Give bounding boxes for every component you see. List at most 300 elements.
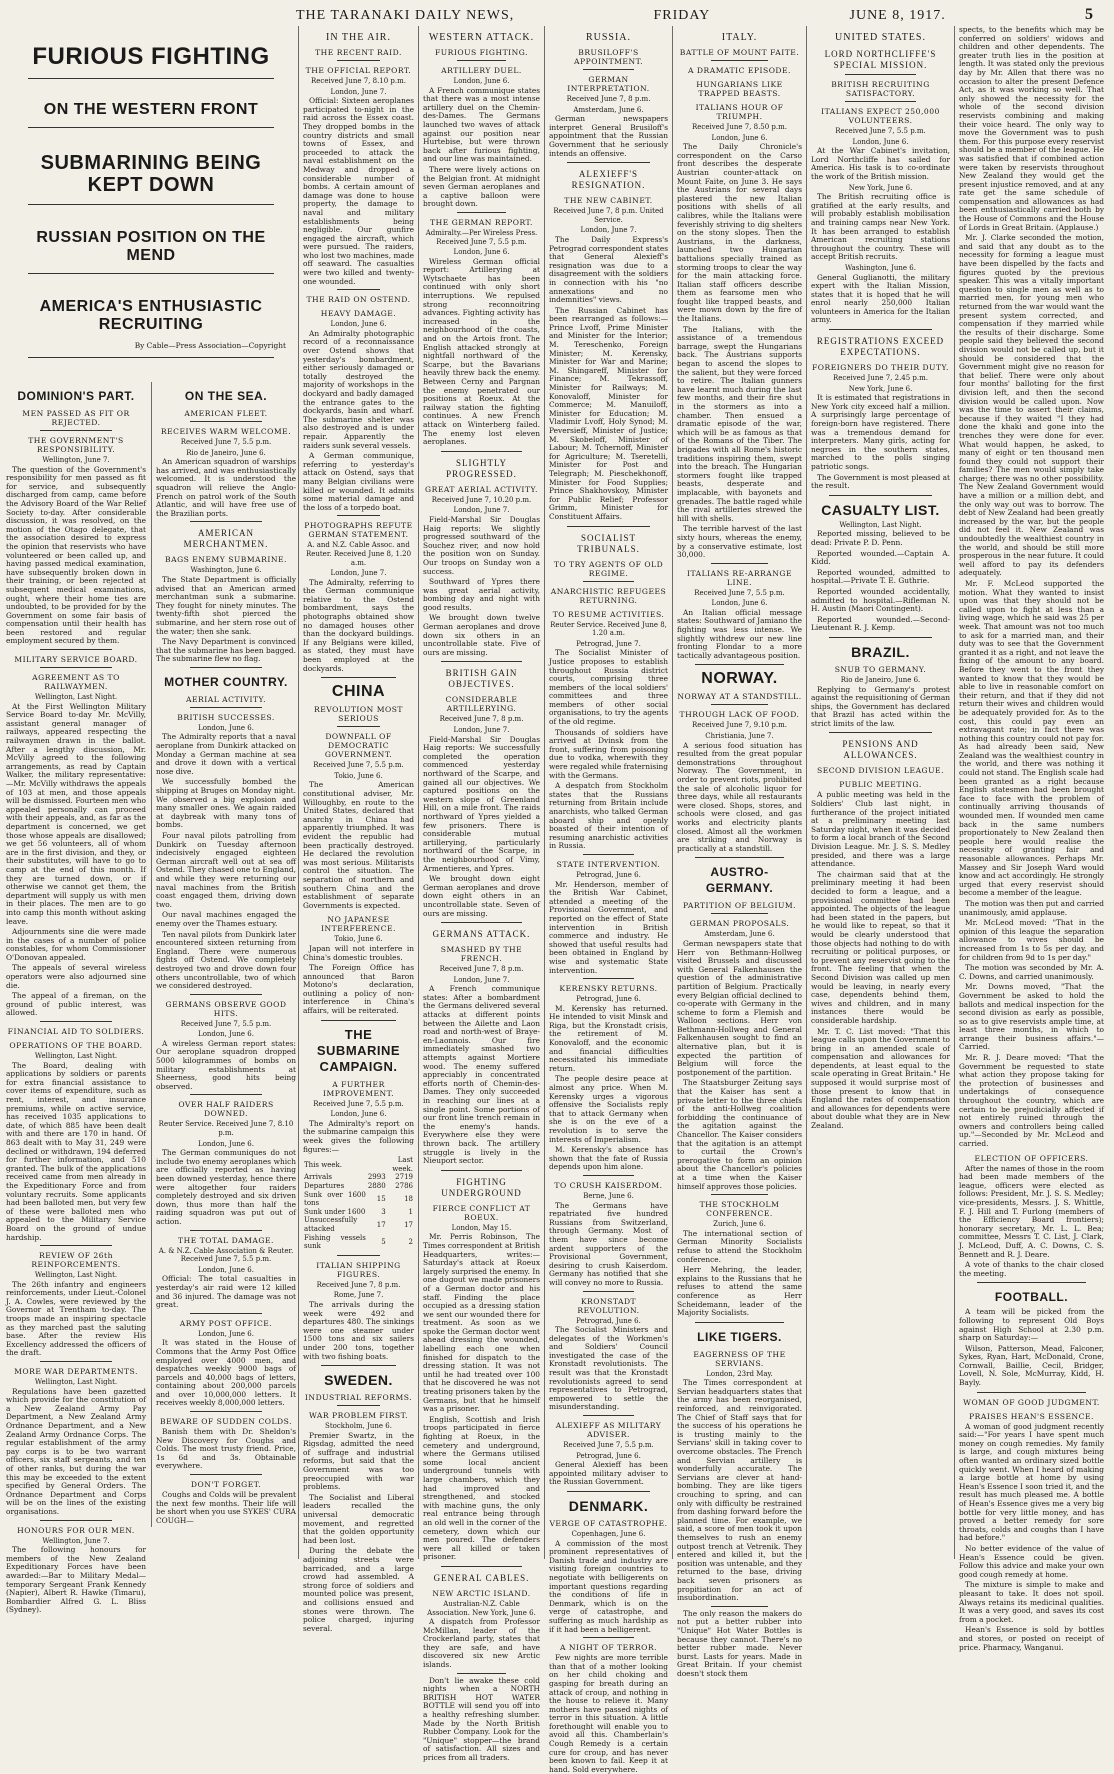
dateline: London, June 6.	[198, 1030, 254, 1039]
dateline: Received June 7, 8 p.m.	[566, 95, 651, 103]
article-paragraph: General Guglianotti, the military expert with the Italian Mission, states that it is hoped that he will enrol nearly 250,000 Italian volunteers in America for the Italian army.	[811, 272, 950, 325]
article-paragraph: An Italian official message states: Southward of Jamiano the fighting was less intense. We slightly withdrew our new line fronting Flondar to a more tactically advantageous position.	[677, 607, 802, 660]
dateline: Petrograd, June 6.	[576, 1316, 641, 1325]
returns-value: 1	[408, 1207, 413, 1216]
dateline: Tokio, June 6.	[334, 935, 383, 944]
returns-value: 2880	[367, 1182, 386, 1190]
article-paragraph: A wireless German report states: Our aeroplane squadron dropped 5000 kilogrammes of bombs on military establishments at Sheerness, good hits being observed.	[156, 1038, 296, 1091]
article-paragraph: A commission of the most prominent representatives of Danish trade and industry are visiting foreign countries to negotiate with belligerents on important questions regarding the conditions of life in Denmark, which is on the verge of catastrophe, and suffering as much hardship as if it had been a belligerent.	[549, 1538, 668, 1634]
subheading: REVOLUTION MOST SERIOUS	[314, 705, 403, 724]
returns-value: 2719	[395, 1173, 413, 1182]
column-4	[544, 26, 672, 1774]
subheading: THE RECENT RAID.	[315, 48, 402, 57]
article-paragraph: Thousands of soldiers have arrived at Dvinsk from the front, suffering from poisoning due to vodka, wherewith they were regaled while fraternising with the Germans.	[549, 727, 668, 780]
football-heading: FOOTBALL.	[994, 1290, 1069, 1305]
army-post-heading: ARMY POST OFFICE.	[179, 1318, 273, 1328]
dateline: Admiralty.—Per Wireless Press. Received June 7, 5.5 p.m.	[425, 228, 538, 246]
article-paragraph: The terrible harvest of the last sixty hours, whereas the enemy, by a conservative estimate, lost 30,000.	[677, 524, 802, 560]
article-paragraph: Official: The total casualties in yesterday's air raid were 12 killed and 36 injured. The damage was not great.	[156, 1274, 296, 1310]
dateline: London, June 7.	[580, 226, 637, 235]
dominion-subheading-2: THE GOVERNMENT'S RESPONSIBILITY.	[28, 436, 124, 454]
article-paragraph: Four naval pilots patrolling from Dunkirk on Tuesday afternoon indecisively engaged eighteen German aircraft well out at sea off Ostend. They chased one to England, and while they were returning our naval machines from the British coast engaged them, driving down two.	[156, 831, 296, 909]
advert-text: A woman of good judgment recently said:—"For years I have spent much money on cough remedies. My family is large, and cough mixtures being often wanted an ordinary sized bottle quickly went. When I heard of making a large bottle at home by using Hean's Essence I soon tried it, and the result has much pleased me. A bottle of Hean's Essence gives me a very big bottle for very little money, and has proved a better remedy for sore throats, colds and coughs than I have had before."	[959, 1421, 1104, 1543]
subheading: THROUGH LACK OF FOOD.	[679, 710, 800, 720]
article-paragraph: A French communique states: After a bombardment the Germans delivered several attacks at different points between the Ailette and Laon road and north-west of Braye-en-Laonnois. Our fire immediately smashed two attempts against Mortiere wood. The enemy suffered appreciably in concentrated efforts north of Chemin-des-Dames. They only succeeded in reaching our lines at a single point. Some portions of our front line trench remain in the enemy's hands. Everywhere else they were thrown back. The artillery struggle is lively in the Nieuport sector.	[423, 984, 540, 1166]
article-paragraph: Reported wounded.—Second-Lieutenant R. J. Kemp.	[811, 614, 950, 633]
subheading: TO RESUME ACTIVITIES.	[552, 609, 665, 619]
lead-headline-1: FURIOUS FIGHTING	[32, 43, 270, 70]
returns-value: 15	[376, 1194, 386, 1203]
dateline: Received June 7, 5.5 p.m.	[180, 1019, 272, 1028]
article-paragraph: Mr. F. McLeod supported the motion. What they wanted to insist upon was that they should not be called upon to fight at less than a living wage, which he said was 25 per week. That amount was not too much to ask for a married man, and their duty was to see that the Government granted it as a right, and not leave the fixing of the amount to any board. Before they went to the front they wanted to know that they would be able to live in reasonable comfort on their return, and that if they did not return their wives and children would be adequately provided for. As to the cost, this could pay even an extravagant rate; in fact there was nothing this country could not pay for. As had already been said, New Zealand was the wealthiest country in the world, and there was nothing it could not stand. The English scale had been granted as a right because English statesmen had been brought face to face with the problem of continually arriving thousands of wounded men. If wounded men came back in the same numbers proportionately to New Zealand then people here would realise the necessity of granting fair and reasonable allowances. Perhaps Mr. Massey and Sir Joseph Ward would know and act accordingly. He strongly urged that every reservist should become a member of the league.	[959, 579, 1104, 898]
article-paragraph: General Alexieff has been appointed military adviser to the Russian Government.	[549, 1460, 668, 1487]
italy-heading: ITALY.	[721, 32, 758, 43]
article-paragraph: Mr. J. Clarke seconded the motion, and said that any doubt as to the necessity for forming a league must have been dispelled by the facts and figures quoted by the previous speaker. This was a vitally important question to single men as well as to married men, for young men who returned from the war would want the present system corrected, and compensation if they married while the results of their discharge. Some people said they believed the second division would not be called up, but it should be considered that the Government might give no reason for that belief. There were only about four months' balloting for the first division left, and then the second division would be called upon. Now was the time to assert their claims, because if they waited "I they had done the khaki and gone into the trenches they were done for ever. What would happen, he asked, to many of eight or ten thousand men found they could not support their families? The men would simply take charge; there was no other possibility. The New Zealand Government would have a million or a million debt, and the only way out was to borrow. The debt of New Zealand had been greatly increased by the war, but the people did not feel it. New Zealand was undoubtedly the wealthiest country in the world, and should be still more prosperous in the near future. It could well afford to pay its defenders adequately.	[959, 233, 1104, 578]
dateline: London, June 6.	[453, 248, 510, 257]
subheading: ANARCHISTIC REFUGEES RETURNING.	[550, 586, 667, 605]
western-attack-heading: WESTERN ATTACK.	[428, 32, 535, 43]
advert-heading: WOMAN OF GOOD JUDGMENT.	[963, 1397, 1100, 1407]
dateline: Received June 7, 8 p.m. United Service.	[553, 207, 664, 224]
subheading: FIGHTING UNDERGROUND	[441, 1176, 522, 1198]
article-paragraph: The American constitutional adviser, Mr. Willoughby, en route to the United States, declared that anarchy in China had apparently triumphed. It was evident the republic had been practically destroyed. He declared the revolution was most serious. Militarists control the situation. The separation of northern and southern China and the establishment of separate Governments is expected.	[303, 780, 414, 910]
advert-text: The only reason the makers do not put a better rubber into "Unique" Hot Water Bottles is because they cannot. There's no better rubber made. Never burst. Lasts for years. Made in Great Britain. If your chemist doesn't stock them	[677, 1608, 802, 1678]
article-paragraph: Ten naval pilots from Dunkirk later encountered sixteen returning from England. There were numerous fights off Ostend. We completely destroyed two and drove down four others uncontrollable, two of which we considered destroyed.	[156, 929, 296, 991]
subheading: VERGE OF CATASTROPHE.	[549, 1519, 668, 1528]
advert-text: Few nights are more terrible than that of a mother looking on her child choking and gasping for breath during an attack of croup, and nothing in the house to relieve it. Many mothers have passed nights of terror in this situation. A little forethought will enable you to avoid all this. Chamberlain's Cough Remedy is a certain cure for croup, and has never been known to fail. Keep it at hand. Sold everywhere.	[549, 1653, 668, 1774]
article-paragraph: During the debate the adjoining streets were barricaded, and a large crowd had assembled. A strong force of soldiers and mounted police was present, and collisions ensued and stones were thrown. The police charged, injuring several.	[303, 1546, 414, 1633]
mother-country-subheading: AERIAL ACTIVITY.	[185, 694, 267, 704]
subheading: ELECTION OF OFFICERS.	[974, 1153, 1089, 1163]
article-paragraph: It was stated in the House of Commons that the Army Post Office employed over 4000 men, and despatches weekly 9000 bags of parcels and 40,000 bags of letters, containing about 200,000 parcels and over 10,000,000 letters. It receives weekly 8,000,000 letters.	[156, 1338, 296, 1408]
returns-label: Departures	[304, 1182, 345, 1190]
advert-text: No better evidence of the value of Hean's Essence could be given. Follow this advice and make your own good cough remedy at home.	[959, 1543, 1104, 1579]
dateline: Christiania, June 7.	[705, 732, 774, 741]
article-paragraph: German newspapers state that Herr von Bethmann-Hollweg visited Brussels and discussed with General Falkenhausen the question of the administrative partition of Belgium. Practically every Belgian official declined to co-operate with Germany in the scheme to form a Flemish and Walloon sections. Herr von Bethmann-Hollweg and General Falkenhausen sought to find an alternative plan, but it is expected the partition of Belgium will force the postponement of the partition.	[677, 938, 802, 1077]
dateline: Wellington, Last Night.	[34, 1378, 118, 1387]
advert-text: Don't lie awake these cold nights when a NORTH BRITISH HOT WATER BOTTLE will send you off into a healthy refreshing slumber. Made by the North British Rubber Company. Look for the "Unique" stopper—the brand of satisfaction. All sizes and prices from all traders.	[423, 1675, 540, 1762]
subheading: PARTITION OF BELGIUM.	[682, 901, 797, 911]
dateline: London, June 6.	[330, 320, 387, 329]
article-paragraph: Mr. Henderson, member of the British War Cabinet, attended a meeting of the Provisional Government, and reported on the effect of State intervention in British commerce and industry. He showed that useful results had been obtained in England by wise and systematic State intervention.	[549, 879, 668, 975]
returns-label: Sunk over 1600 tons	[304, 1190, 366, 1208]
column-5	[672, 26, 806, 1678]
merchantmen-subheading: BAGS ENEMY SUBMARINE.	[165, 555, 287, 565]
article-paragraph: M. Kerensky's absence has shown that the fate of Russia depends upon him alone.	[549, 1145, 668, 1172]
dateline: Petrograd, June 6.	[576, 1451, 641, 1460]
dateline: London, June 6.	[711, 599, 768, 608]
dateline: Received June 7, 8.10 p.m.	[311, 77, 406, 85]
subheading: PHOTOGRAPHS REFUTE GERMAN STATEMENT.	[304, 521, 413, 540]
returns-row	[303, 1234, 414, 1251]
article-paragraph: There were lively actions on the Belgian front. At midnight seven German aeroplanes and a captive balloon were brought down.	[423, 164, 540, 209]
subheading: GERMAN PROPOSALS.	[689, 919, 790, 929]
dateline: Copenhagen, June 6.	[571, 1530, 646, 1538]
returns-row	[303, 1182, 414, 1191]
subheading: KERENSKY RETURNS.	[559, 984, 658, 994]
brazil-heading: BRAZIL.	[851, 643, 910, 660]
returns-value: 18	[404, 1194, 413, 1203]
dateline: Wellington, June 7.	[42, 456, 110, 464]
dateline: Wellington, Last Night.	[34, 693, 118, 702]
subheading: HUNGARIANS LIKE TRAPPED BEASTS.	[696, 80, 783, 98]
merchantmen-heading: AMERICAN MERCHANTMEN.	[183, 528, 269, 550]
sea-subheading: AMERICAN FLEET.	[184, 409, 268, 418]
subheading: THE OFFICIAL REPORT.	[305, 66, 412, 75]
column-6	[806, 26, 954, 1559]
united-states-heading: UNITED STATES.	[835, 32, 926, 43]
dateline: Received June 7, 8.50 p.m.	[692, 123, 787, 131]
sea-column	[151, 382, 296, 1527]
dateline: London, June 6.	[198, 1139, 254, 1148]
denmark-heading: DENMARK.	[568, 1498, 649, 1514]
returns-value: 3	[381, 1207, 386, 1216]
dateline: London, June 6.	[852, 137, 909, 146]
column-7	[954, 25, 1108, 1652]
dateline: Received June 7, 10.20 p.m.	[431, 495, 532, 504]
article-paragraph: A team will be picked from the following to represent Old Boys against High School at 2.30 p.m. sharp on Saturday:—	[959, 1307, 1104, 1343]
article-paragraph: A vote of thanks to the chair closed the meeting.	[959, 1260, 1104, 1278]
subheading: ITALIANS RE-ARRANGE LINE.	[686, 568, 793, 587]
advert-subheading: PRAISES HEAN'S ESSENCE.	[969, 1411, 1094, 1421]
subheading: DOWNFALL OF DEMOCRATIC GOVERNMENT.	[324, 732, 393, 760]
returns-value: 2993	[367, 1173, 386, 1182]
subheading: THE GERMAN REPORT.	[430, 217, 533, 227]
article-paragraph: The Times correspondent at Servian headquarters states that the army has been reorganised, reinforced, and reinvigorated. The Chief of Staff says that for the success of his operations he is trusting mainly to the Servians' skill in taking cover to overcome obstacles. The French and Servian artillery is wonderfully accurate. The Servians are clever at hand-bombing. They are like tigers crouching to spring, and can only with difficulty be restrained from dashing forward before the planned time. For example, we said, a score of men took it upon themselves to rush an enemy outpost trench at Vetrenik. They entered and killed it, but the position was untenable, and they returned to the base, driving back seven prisoners as propitiation for an act of insubordination.	[677, 1378, 802, 1603]
dateline: A. & N.Z. Cable Association & Reuter. Received June 7, 5.5 p.m.	[158, 1246, 294, 1264]
article-paragraph: The Government is most pleased at the result.	[811, 472, 950, 491]
article-paragraph: Adjournments sine die were made in the cases of a number of police constables, for whom Commissioner O'Donovan appealed.	[6, 927, 146, 962]
dateline: Received June 7, 5.5 p.m.	[313, 1099, 404, 1108]
article-paragraph: A serious food situation has resulted from the great popular demonstrations throughout Norway. The Government, in order to prevent riots, prohibited the sale of alcoholic liquor for three days, while all restaurants were closed. Shops, stores, and schools were closed, and gas works and electricity plants closed. Almost all the workmen are striking and Norway is practically at a standstill.	[677, 740, 802, 853]
dateline: London, June 6.	[330, 1110, 387, 1119]
article-paragraph: A French communique states that there was a most intense artillery duel on the Chemin-des-Dames. The Germans launched two waves of attack against our position near Hurtebise, but were thrown back after furious fighting, and our line was maintained.	[423, 85, 540, 164]
subheading: SLIGHTLY PROGRESSED.	[446, 457, 517, 479]
subheading: ITALIAN SHIPPING FIGURES.	[316, 1260, 401, 1279]
article-paragraph: Mr. Downs moved, "That the Government be asked to hold the ballots and medical inspection for the second division as early as possible, so as to give reservists ample time, at least three months, in which to arrange their business affairs."—Carried.	[959, 982, 1104, 1052]
dominion-subheading-9: HONOURS FOR OUR MEN.	[17, 1525, 135, 1535]
advert-text: Banish them with Dr. Sheldon's New Discovery for Coughs and Colds. The most trusty friend. Price, 1s 6d and 3s. Obtainable everywhere.	[156, 1427, 296, 1471]
dateline: Received June 7, 8 p.m.	[316, 1280, 401, 1289]
returns-row	[303, 1173, 414, 1182]
article-paragraph: The Germans have repatriated five hundred Russians from Switzerland, through Germany. Most of them have since become ardent supporters of the Provisional Government, desiring to crush Kaiserdom. Germany has notified that she will convey no more to Russia.	[549, 1200, 668, 1287]
article-paragraph: At the War Cabinet's invitation, Lord Northcliffe has sailed for America. His task is to co-ordinate the work of the British mission.	[811, 146, 950, 181]
returns-label: Fishing vessels sunk	[304, 1233, 366, 1251]
subheading: REGISTRATIONS EXCEED EXPECTATIONS.	[816, 336, 945, 358]
subheading: SOCIALIST TRIBUNALS.	[577, 532, 640, 554]
dateline: Received June 7, 5.5 p.m.	[563, 1441, 654, 1450]
subheading: ITALIANS HOUR OF TRIUMPH.	[695, 103, 784, 121]
article-paragraph: A German communique, referring to yesterday's attack on Ostend, says that many Belgian civilians were killed or wounded. It admits some material damage and the loss of a torpedo boat.	[303, 451, 414, 512]
article-paragraph: We brought down twelve German aeroplanes and drove down six others in an uncontrollable state. Five of ours are missing.	[423, 613, 540, 657]
article-paragraph: The Admiralty's report on the submarine campaign this week gives the following figures:—	[303, 1118, 414, 1154]
russia-heading: RUSSIA.	[585, 32, 632, 43]
dateline: Received June 7, 5.5 p.m.	[180, 438, 272, 446]
article-paragraph: The Italians, with the assistance of a tremendous barrage, swept the Hungarians back. The Austrians supports began to ascend the slopes to the salient, but they were forced to retire. The Italian gunners have learnt much during the last few months, and their fire shut in the stormers as into a chamber. Then ensued a dramatic episode of the war, which will be as famous as that of the Romans of the Tiber. The brigades with all Rome's historic traditions inspiring them, swept into the breach. The Hungarian stormers fought like trapped beasts, desperate and implacable, with bayonets and grenades. The battle raged while the rival artilleries strewed the hill with shells.	[677, 324, 802, 523]
dominion-subheading-7: REVIEW OF 26th REINFORCEMENTS.	[31, 1251, 121, 1270]
returns-value: 2	[408, 1237, 413, 1246]
dateline: Received June 7, 2.45 p.m.	[833, 374, 928, 383]
article-paragraph: Field-Marshal Sir Douglas Haig reports: We successfully completed the operation commenced yesterday northward of the Scarpe, and gained all our objectives. We captured positions on the western slope of Greenland Hill, on a mile front. The raids northward of Ypres yielded a few prisoners. There is considerable mutual artillerying, particularly northward of the Scarpe, in the neighbourhood of Vimy, Armentieres, and Ypres.	[423, 734, 540, 873]
article-paragraph: The German communiques do not include two enemy aeroplanes which are officially reported as having been downed yesterday, hence there were altogether four raiders completely destroyed and six driven down, thus more than half the raiding squadron was put out of action.	[156, 1148, 296, 1226]
article-paragraph: The appeals of several wireless operators were also adjourned sine die.	[6, 963, 146, 990]
dateline: Washington, June 6.	[190, 566, 262, 575]
subheading: SNUB TO GERMANY.	[834, 664, 927, 674]
china-heading: CHINA	[331, 683, 386, 701]
dateline: New York, June 6.	[848, 384, 913, 393]
article-paragraph: Wilson, Patterson, Mead, Falconer, Sykes, Ryan, Hart, McDonald, Crone, Cornwall, Baillie, Cecil, Bridger, Lovell, N. Sole, McMurray, Kidd, H. Bayly.	[959, 1343, 1104, 1388]
lead-headline-5: AMERICA'S ENTHUSIASTIC RECRUITING	[39, 298, 263, 333]
subheading: THE NEW CABINET.	[564, 196, 653, 206]
article-paragraph: Regulations have been gazetted which provide for the constitution of a New Zealand Army Pay Department, a New Zealand Army Ordnance Department, and a New Zealand Army Ordnance Corps. The regular establishment of the army pay corps is to be two warrant officers, six staff sergeants, and ten of other ranks, but during the war this may be exceeded to the extent specified by General Orders. The Ordnance Department and Corps will be on the lines of the existing organisations.	[6, 1386, 146, 1516]
subheading: TO CRUSH KAISERDOM.	[554, 1180, 663, 1190]
dateline: A. and N.Z. Cable Assoc. and Reuter. Received June 8, 1.20 a.m.	[305, 541, 412, 567]
article-paragraph: The question of the Government's responsibility for men passed as fit for service, and subsequently discharged from camp, came before the Advisory Board of the War Relief Society to-day. After considerable discussion, it was resolved, on the motion of the Otago delegate, that the association desired to express the opinion that reservists who have volunteered or been called up, and having passed medical examination, have subsequently broken down in their training, or been rejected at subsequent medical examinations, ought, where their home ties are undoubted, to be provided for by the Government on some fair basis of compensation until their health has been restored and regular employment secured by them.	[6, 464, 146, 646]
dateline: Rio de Janeiro, June 6.	[186, 448, 266, 457]
article-paragraph: The Socialist and Liberal leaders recalled the universal democratic movement, and regretted that the golden opportunity had been lost.	[303, 1492, 414, 1545]
article-paragraph: Japan will not interfere in China's domestic troubles.	[303, 943, 414, 962]
returns-row	[303, 1191, 414, 1208]
subheading: LORD NORTHCLIFFE'S SPECIAL MISSION.	[824, 49, 937, 70]
article-paragraph: Mr. T. C. List moved: "That this league calls upon the Government to bring in an amended scale of compensation and allowances for dependents, at least equal to the scale operating in Great Britain." He supposed it would surprise most of those present to know that in England the rates of compensation and allowances for dependents were about double what they are in New Zealand.	[811, 1026, 950, 1131]
dateline: Received June 7, 8 p.m.	[439, 965, 524, 974]
dateline: Berne, June 6.	[583, 1191, 634, 1200]
dateline: Wellington, Last Night.	[839, 520, 922, 529]
subheading: NORWAY AT A STANDSTILL.	[677, 692, 802, 702]
subheading: ITALIANS EXPECT 250,000 VOLUNTEERS.	[821, 107, 940, 125]
advert-text: The mixture is simple to make and pleasant to take. It does not spoil. Always retains its medicinal qualities. It was a very good, and saves its cost from a pocket.	[959, 1580, 1104, 1624]
page-number: 5	[1084, 6, 1094, 23]
subheading: INDUSTRIAL REFORMS.	[304, 1393, 413, 1403]
article-paragraph: Herr Mehring, the leader, explains to the Russians that he refuses to attend the same conference as Herr Scheidemann, leader of the Majority Socialists.	[677, 1265, 802, 1318]
dateline: Australian-N.Z. Cable Association. New York, June 6.	[427, 1599, 536, 1617]
article-paragraph: Official: Sixteen aeroplanes participated to-night in the raid across the Essex coast. They dropped bombs in the country districts and small towns of Essex, and proceeded to attack the naval establishment on the Medway and dropped a considerable number of bombs. A certain amount of damage was done to house property, the damage to naval and military establishments being negligible. Our gunfire engaged the aircraft, which were pursued. The raiders, who lost two machines, made off seaward. The casualties were two killed and twenty-one wounded.	[303, 96, 414, 286]
dateline: Received June 7, 5.5 p.m.	[313, 761, 404, 770]
dateline: Received June 7, 8 p.m.	[439, 715, 524, 724]
subheading: HEAVY DAMAGE.	[320, 309, 397, 319]
article-paragraph: A public meeting was held in the Soldiers' Club last night, in furtherance of the project initiated at a preliminary meeting last Saturday night, when it was decided to form a local branch of the Second Division League. Mr. J. S. S. Medley presided, and there was a large attendance.	[811, 790, 950, 869]
subheading: NEW ARCTIC ISLAND.	[432, 1588, 531, 1598]
dateline: London, June 7.	[330, 569, 387, 578]
issue-day: FRIDAY	[653, 8, 711, 23]
column-1	[6, 26, 296, 1615]
dateline: Rio de Janeiro, June 6.	[840, 675, 921, 684]
good-hits-heading: GERMANS OBSERVE GOOD HITS.	[165, 999, 287, 1018]
subheading: BRUSILOFF'S APPOINTMENT.	[574, 48, 643, 66]
returns-value: 17	[404, 1220, 413, 1229]
lead-headline-2: ON THE WESTERN FRONT	[43, 101, 259, 118]
mother-country-subheading-2: BRITISH SUCCESSES.	[177, 712, 275, 722]
returns-value: 17	[376, 1220, 386, 1229]
article-paragraph: After the names of those in the room had been made members of the league, officers were elected as follows: President, Mr. J. S. S. Medley; vice-presidents, Messrs. J. S. Whittle, F. J. Hill and T. Furlong (members of the Efficiency Board frontiers); honorary secretary, Mr. L. L. Bea; committee, Messrs T. C. List, J. Clark, J. McLeod, Duff, A. C. Downs, C. S. Bennett and R. J. Deare.	[959, 1163, 1104, 1259]
subheading: A FURTHER IMPROVEMENT.	[322, 1079, 395, 1098]
article-paragraph: The Navy Department is convinced that the submarine has been bagged. The submarine flew no flag.	[156, 637, 296, 664]
article-paragraph: The Russian Cabinet has been rearranged as follows:—Prince Lvoff, Prime Minister and Minister for the Interior; M. Tereschenko, Foreign Minister; M. Kerensky, Minister for War and Marine; M. Shingareff, Minister for Finance; M. Tekrassoff, Minister for Railways; M. Konovaloff, Minister for Commerce; M. Manuiloff, Minister for Education; M. Vladimir Lvoff, Holy Synod; M. Peversieff, Minister of Justice; M. Skobeloff, Minister of Labour; M. Tchernoff, Minister for Agriculture; M. Tseretelli, Minister for Post and Telegraph; M. Pieschekhonoff, Minister for Food Supplies; Prince Shakhovskoy, Minister for Public Relief; Professor Grimm, Minister for Constituent Affairs.	[549, 305, 668, 521]
dateline: London, June 7.	[453, 975, 510, 984]
article-paragraph: The Socialist Minister of Justice proposes to establish throughout Russia district courts, comprising three members of the local soldiers' committees and three members of other social organisations, to try the agents of the old regime.	[549, 648, 668, 727]
dateline: Received June 7, 9.10 p.m.	[692, 721, 787, 730]
article-paragraph: The appeal of a fireman, on the ground of public interest, was allowed.	[6, 991, 146, 1018]
subheading: GENERAL CABLES.	[433, 1572, 530, 1583]
dateline: Wellington, Last Night.	[34, 1052, 118, 1061]
article-paragraph: Mr. R. J. Deare moved: "That the Government be requested to state what action they propose taking for the protection of businesses and undertakings of consequence throughout the country, which are certain to be prejudicially affected if not entirely ruined through the owners and controllers being called up."—Seconded by Mr. McLeod and carried.	[959, 1053, 1104, 1148]
subheading: BRITISH GAIN OBJECTIVES.	[445, 668, 518, 690]
article-paragraph: Mr. Perris Robinson, The Times correspondent at British Headquarters, writes:—Saturday's attack at Roeux largely surprised the enemy. In one dugout we made prisoners of a German doctor and his staff. Finding the place occupied as a dressing station we sent our wounded there for treatment. As soon as we spoke the German doctor went ahead dressing the wounded, labelling each one when finished for dispatch to the dressing station. It was not until he had treated over 100 that he discovered he was not treating prisoners taken by the Germans, but that he himself was a prisoner.	[423, 1232, 540, 1414]
dateline: London, June 6.	[198, 723, 254, 732]
subheading: BRITISH RECRUITING SATISFACTORY.	[831, 80, 930, 98]
paper-name: THE TARANAKI DAILY NEWS,	[296, 8, 515, 23]
returns-row	[303, 1216, 414, 1233]
subheading: ARTILLERY DUEL.	[441, 66, 522, 75]
in-the-air-heading: IN THE AIR.	[326, 32, 391, 43]
dateline: Wellington, Last Night.	[34, 1271, 118, 1280]
article-paragraph: The British recruiting office is gratified at the early results, and will probably establish mobilisation and training camps near New York. It has been arranged to establish American recruiting stations throughout the country. These will accept British recruits.	[811, 192, 950, 262]
casualty-list-heading: CASUALTY LIST.	[821, 501, 940, 518]
article-paragraph: German newspapers interpret General Brusiloff's appointment that the Russian Government that he seriously intends an offensive.	[549, 114, 668, 158]
dateline: London, 23rd May.	[706, 1369, 773, 1378]
dateline: Washington, June 6.	[845, 263, 916, 272]
article-paragraph: Field-Marshal Sir Douglas Haig reports: We slightly progressed southward of the Souchez river, and now hold the position won on Sunday. Our troops on Sunday won a success.	[423, 514, 540, 576]
advert-text: Hean's Essence is sold by bottles and stores, or posted on receipt of price. Pharmacy, Wanganui.	[959, 1625, 1104, 1652]
dateline: London, June 7.	[453, 726, 510, 735]
returns-label: Unsuccessfully attacked	[304, 1216, 358, 1233]
ostend-heading: THE RAID ON OSTEND.	[306, 295, 411, 305]
returns-label: Sunk under 1600	[304, 1207, 366, 1216]
advert-heading: A NIGHT OF TERROR.	[559, 1643, 658, 1653]
subheading: ALEXIEFF AS MILITARY ADVISER.	[555, 1421, 662, 1440]
dominion-subheading-3: MILITARY SERVICE BOARD.	[14, 655, 138, 665]
subheading: PUBLIC MEETING.	[839, 780, 922, 790]
dateline: London, June 6.	[711, 133, 768, 142]
column-3	[418, 26, 544, 1762]
returns-value: 2786	[395, 1182, 413, 1190]
article-paragraph: The 26th infantry and engineers reinforcements, under Lieut.-Colonel J. A. Cowles, were reviewed by the Governor at Trentham to-day. The troops made an inspiring spectacle as they marched past the saluting base. After the review His Excellency addressed the officers of the draft.	[6, 1279, 146, 1358]
returns-value: Last week.	[392, 1156, 413, 1173]
dateline: London, June 6.	[198, 1329, 254, 1338]
dominion-heading: DOMINION'S PART.	[17, 389, 135, 403]
lead-headline-3: SUBMARINING BEING KEPT DOWN	[40, 152, 262, 196]
dateline: Rome, June 7.	[333, 1291, 384, 1300]
dateline: Petrograd, June 6.	[576, 995, 641, 1004]
subheading: SMASHED BY THE FRENCH.	[440, 945, 523, 964]
article-paragraph: Our naval machines engaged the enemy over the Thames estuary.	[156, 910, 296, 928]
article-paragraph: We successfully bombed the shipping at Bruges on Monday night. We observed a big explosion and many smaller ones. We again raided at daybreak with many tons of bombs.	[156, 777, 296, 830]
returns-value: 5	[381, 1237, 386, 1246]
returns-row	[303, 1156, 414, 1173]
article-paragraph: A dispatch from Professor McMillan, leader of the Crockerland party, states that they are safe, and have discovered six new Arctic islands.	[423, 1617, 540, 1670]
dominion-column	[6, 382, 149, 1617]
article-paragraph: Mr. McLeod moved: "That in the opinion of this league the separation allowance to wives should be increased from 1s to 5s per day, and for children from 9d to 1s per day."	[959, 918, 1104, 962]
article-paragraph: M. Kerensky has returned. He intended to visit Minsk and Riga, but the Kronstadt crisis, the retirement of M. Konovaloff, and the economic and financial difficulties necessitated his immediate return.	[549, 1003, 668, 1073]
dominion-subheading-6: OPERATIONS OF THE BOARD.	[9, 1041, 143, 1051]
subheading: SECOND DIVISION LEAGUE.	[817, 766, 944, 776]
subheading: FIERCE CONFLICT AT ROEUX.	[432, 1203, 531, 1222]
returns-label: This week.	[304, 1160, 342, 1169]
submarine-returns-table	[303, 1156, 414, 1251]
article-paragraph: At the First Wellington Military Service Board to-day Mr. McVilly, assistant general manager of railways, appeared respecting the railwaymen drawn in the ballot. After a lengthy discussion, Mr. McVilly agreed to the following arrangements, as read by Captain Walker, the military representative:—Mr. McVilly withdraws the appeals of 103 at men, and those appeals will be dismissed. Fourteen men who appealed personally can proceed with their appeals, and, as far as the department is concerned, we get those whose appeals are disallowed; we get 56 volunteers, all of whom are in the first division, and they, or their substitutes, will have to go to camp at the end of this month. If they are turned down, or if otherwise we cannot get them, the department will supply us with men in their places. The men are to go into camp this month without asking leave.	[6, 701, 146, 926]
dominion-subheading: MEN PASSED AS FIT OR REJECTED.	[22, 409, 130, 427]
article-paragraph: spects, to the benefits which may be conferred on soldiers' widows and children and other dependents. The greater truth lies in the position at length. It was stated only the previous day by Mr. Allen that there was no occasion to alter the present Defence Act, as it was working so well. That only showed the necessity for the whole of the second division reservists combining and making their voice heard. The only way to move the Government was to push them. For this purpose every reservist should be a member of the league. He was satisfied that if combined action were taken by reservists throughout New Zealand they would get the present injustice removed, and at any rate get the same schedule of compensation and allowances as had been enthusiastically carried both by the House of Commons and the House of Lords in Great Britain. (Applause.)	[959, 25, 1104, 232]
sweden-heading: SWEDEN.	[324, 1372, 393, 1389]
columns	[6, 25, 1108, 1774]
article-paragraph: English, Scottish and Irish troops participated in fierce fighting at Roeux, in the cemetery and underground, where the Germans utilised some local ancient underground tunnels with large chambers, which they had improved and strengthened, and stocked with machine guns, the only real entrance being through an old well in the corner of the cemetery, down which our men poured. The defenders were all killed or taken prisoner.	[423, 1414, 540, 1562]
subheading: FURIOUS FIGHTING.	[434, 48, 528, 57]
dateline: Received June 7, 5.5 p.m.	[835, 127, 926, 135]
article-paragraph: Southward of Ypres there was great aerial activity, bombing day and night with good results.	[423, 577, 540, 612]
norway-heading: NORWAY.	[701, 670, 778, 688]
subheading: THE STOCKHOLM CONFERENCE.	[699, 1200, 780, 1219]
article-paragraph: Reported wounded, admitted to hospital.—Private T. E. Guthrie.	[811, 567, 950, 586]
sea-subheading-2: RECEIVES WARM WELCOME.	[160, 427, 292, 436]
article-paragraph: The international section of German Minority Socialists refuse to attend the Stockholm conference.	[677, 1228, 802, 1264]
article-paragraph: The Admiralty, referring to the German communique relative to the Ostend bombardment, says the photographs obtained show no damaged houses other than the dockyard buildings. If any Belgians were killed, as stated, they must have been employed at the dockyards.	[303, 577, 414, 673]
article-paragraph: The arrivals during the week were 492 and departures 480. The sinkings were one steamer under 1500 tons and six sailers under 200 tons, together with two fishing boats.	[303, 1299, 414, 1361]
subheading: STATE INTERVENTION.	[556, 859, 661, 869]
mother-country-heading: MOTHER COUNTRY.	[164, 674, 288, 689]
article-paragraph: The motion was seconded by Mr. A. C. Downs, and carried unanimously.	[959, 963, 1104, 981]
article-paragraph: The chairman said that at the preliminary meeting it had been decided to form a league, and a provisional committee had been appointed. The objects of the league had been stated in the papers, but he would like to repeat, so that it would be clearly understood that those objects had nothing to do with recruiting or political purposes, or to prevent any reservist going to the front. The feeling that when the Second Division was called up men would be leaving, in nearly every case, dependents behind them, wives and children, and in many instances there would be considerable hardship.	[811, 869, 950, 1025]
dateline: Stockholm, June 6.	[325, 1422, 392, 1431]
article-paragraph: An Admiralty photographic record of a reconnaissance over Ostend shows that yesterday's bombardment, either seriously damaged or totally destroyed the majority of workshops in the dockyard and badly damaged the entrance gates to the dockyards, basin and wharf. The submarine shelter was also destroyed and is under repair. Apparently the raiders sunk several vessels.	[303, 328, 414, 450]
article-paragraph: We brought down eight German aeroplanes and drove down eight others in an uncontrollable state. Seven of ours are missing.	[423, 874, 540, 918]
subheading: KRONSTADT REVOLUTION.	[577, 1296, 640, 1315]
dateline: Reuter Service. Received June 8, 1.20 a.m.	[550, 620, 667, 638]
subheading: CONSIDERABLE ARTILLERYING.	[445, 695, 518, 714]
subheading: BATTLE OF MOUNT FAITE.	[679, 48, 800, 57]
article-paragraph: Reported missing, believed to be dead: Private P. D. Penn.	[811, 529, 950, 547]
dateline: Wellington, June 7.	[42, 1536, 110, 1545]
advert-text: Coughs and Colds will be prevalent the next few months. Their life will be short when you use SYKES' CURA COUGH—	[156, 1490, 296, 1525]
article-paragraph: Replying to Germany's protest against the requisitioning of German ships, the Government has declared that Brazil has acted within the strict limits of the law.	[811, 684, 950, 728]
dateline: London, May 15.	[451, 1223, 512, 1232]
advert-heading: BEWARE OF SUDDEN COLDS.	[159, 1417, 292, 1427]
article-paragraph: It is estimated that registrations in New York city exceed half a million. A surprisingly large percentage of foreign-born have registered. There was a tremendous demand for interpreters. Many girls, acting for negroes in the southern states, marched to the polls singing patriotic songs.	[811, 393, 950, 471]
dateline: Tokio, June 6.	[334, 771, 383, 780]
lead-headline-4: RUSSIAN POSITION ON THE MEND	[36, 229, 266, 264]
dateline: Zurich, June 6.	[713, 1220, 766, 1229]
article-paragraph: Wireless German official report: Artillerying at Wytschaete has been continued with only short interruptions. We repulsed strong reconnoitring advances. Fighting activity has increased in the neighbourhood of the coasts, and on the Artois front. The English attacked strongly at nightfall northward of the Scarpe, but the Bavarians heavily threw back the enemy. Between Cerny and Pargnan the enemy penetrated our positions at Roeux. At the railway station the fighting continues. A new French attack on Winterberg failed. The enemy lost eleven aeroplanes.	[423, 256, 540, 447]
subheading: GERMANS ATTACK.	[432, 929, 531, 940]
subheading: EAGERNESS OF THE SERVIANS.	[693, 1349, 786, 1368]
subheading: NO JAPANESE INTERFERENCE.	[321, 915, 396, 934]
press-credit: By Cable—Press Association—Copyright	[134, 341, 286, 350]
dateline: Amsterdam, June 6.	[704, 930, 775, 939]
dominion-subheading-4: AGREEMENT AS TO RAILWAYMEN.	[32, 673, 120, 692]
article-paragraph: Reported wounded.—Captain A. Kidd.	[811, 548, 950, 567]
subheading: PENSIONS AND ALLOWANCES.	[842, 739, 919, 761]
total-damage-heading: THE TOTAL DAMAGE.	[178, 1235, 274, 1245]
dateline: Reuter Service. Received June 7, 8.10 p.m.	[158, 1120, 294, 1138]
subheading: FOREIGNERS DO THEIR DUTY.	[812, 363, 949, 373]
article-paragraph: The Daily Chronicle's correspondent on the Carso front describes the desperate Austrian counter-attack on Mount Faite, on June 3. He says the Austrians for several days plastered the new Italian positions with shells of all calibres, while the Italians were feverishly striving to dig shelters on the stony slopes. Then the Austrians, in the darkness, launched two Hungarian battalions specially trained as storming troops to clear the way for the main attacking force. Italian staff officers describe them as fearsome men who fought like trapped beasts, and were mown down by the fire of the Italians.	[677, 142, 802, 324]
article-paragraph: The following honours for members of the New Zealand Expeditionary Forces have been awarded:—Bar to Military Medal—temporary Sergeant Frank Kennedy (Napier), Albert R. Hawke (Timaru), Bombardier Alfred G. L. Bliss (Sydney).	[6, 1545, 146, 1615]
subheading: GERMAN INTERPRETATION.	[567, 75, 650, 93]
dateline: New York, June 6.	[848, 183, 913, 192]
raiders-heading: OVER HALF RAIDERS DOWNED.	[178, 1100, 274, 1119]
dateline: Received June 7, 5.5 p.m.	[694, 588, 785, 597]
dateline: Petrograd, June 7.	[576, 639, 641, 648]
article-paragraph: The Staatsburger Zeitung says that the Kaiser has sent a private letter to the three chiefs of the anti-Hollweg coalition forbidding the continuance of the agitation against the Chancellor. The Kaiser considers that the agitation is an attempt to curtail the Crown's prerogative to form an opinion about the Chancellor's policies at a time when the Kaiser himself approves those policies.	[677, 1078, 802, 1191]
submarine-heading: THE SUBMARINE CAMPAIGN.	[316, 1026, 401, 1074]
article-paragraph: The Foreign Office has announced that Baron Motono's declaration, outlining a policy of non-interference in China's affairs, will be reiterated.	[303, 963, 414, 1016]
subheading: WAR PROBLEM FIRST.	[308, 1411, 408, 1421]
dominion-subheading-5: FINANCIAL AID TO SOLDIERS.	[7, 1027, 145, 1037]
issue-date: JUNE 8, 1917.	[849, 8, 946, 23]
dominion-subheading-8: MORE WAR DEPARTMENTS.	[14, 1367, 138, 1377]
austro-germany-heading: AUSTRO-GERMANY.	[705, 865, 774, 896]
subheading: TO TRY AGENTS OF OLD REGIME.	[553, 559, 664, 578]
subheading: ALEXIEFF'S RESIGNATION.	[571, 169, 646, 191]
